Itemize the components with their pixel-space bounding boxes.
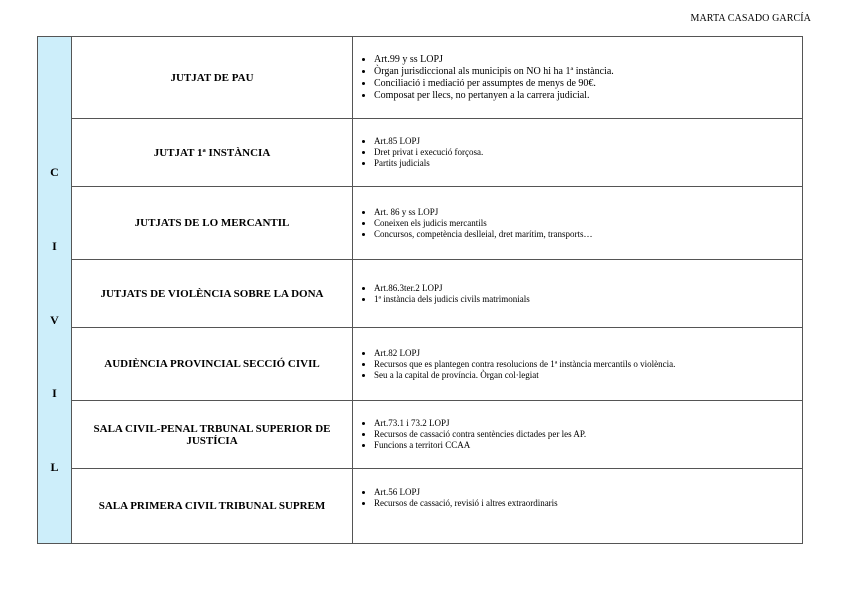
list-item: • Art.86.3ter.2 LOPJ <box>374 283 802 294</box>
court-info <box>353 469 803 544</box>
table-row <box>38 401 803 469</box>
list-item: • Conciliació i mediació per assumptes de menys de 90€. <box>374 78 802 90</box>
civil-side-label <box>38 37 72 544</box>
side-letter: L <box>50 460 59 474</box>
list-item: • Recursos de cassació contra sentències dictades per les AP. <box>374 429 802 440</box>
court-info <box>353 260 803 328</box>
list-item: • Art.85 LOPJ <box>374 136 802 147</box>
list-item: • Òrgan jurisdiccional als municipis on NO hi ha 1ª instància. <box>374 66 802 78</box>
list-item: • Recursos de cassació, revisió i altres extraordinaris <box>374 498 802 509</box>
list-item: • Concursos, competència deslleial, dret marítim, transports… <box>374 229 802 240</box>
list-item: • Art.82 LOPJ <box>374 348 802 359</box>
side-letter: C <box>50 165 59 179</box>
courts-table <box>37 36 803 544</box>
list-item: • Funcions a territori CCAA <box>374 440 802 451</box>
court-info <box>353 37 803 119</box>
table-row <box>38 469 803 544</box>
list-item: • Composat per llecs, no pertanyen a la carrera judicial. <box>374 90 802 102</box>
list-item: • Art. 86 y ss LOPJ <box>374 207 802 218</box>
list-item: • Recursos que es plantegen contra resolucions de 1ª instància mercantils o violència. <box>374 359 802 370</box>
court-name: JUTJATS DE LO MERCANTIL <box>72 187 353 260</box>
side-letter: I <box>52 238 57 253</box>
list-item: • Art.73.1 i 73.2 LOPJ <box>374 418 802 429</box>
court-info <box>353 328 803 401</box>
side-letter: V <box>50 312 59 327</box>
side-letter: I <box>52 386 57 401</box>
court-name: JUTJATS DE VIOLÈNCIA SOBRE LA DONA <box>72 260 353 328</box>
court-name: JUTJAT 1ª INSTÀNCIA <box>72 119 353 187</box>
list-item: • 1ª instància dels judicis civils matrimonials <box>374 294 802 305</box>
court-name: SALA PRIMERA CIVIL TRIBUNAL SUPREM <box>72 469 353 544</box>
court-info <box>353 119 803 187</box>
table-row <box>38 260 803 328</box>
court-info <box>353 401 803 469</box>
court-name: AUDIÈNCIA PROVINCIAL SECCIÓ CIVIL <box>72 328 353 401</box>
table-row <box>38 119 803 187</box>
list-item: • Seu a la capital de província. Òrgan col·legiat <box>374 370 802 381</box>
court-info <box>353 187 803 260</box>
list-item: • Art.56 LOPJ <box>374 487 802 498</box>
list-item: • Dret privat i execució forçosa. <box>374 147 802 158</box>
table-row <box>38 37 803 119</box>
author-name: MARTA CASADO GARCÍA <box>690 13 811 24</box>
table-row <box>38 187 803 260</box>
list-item: • Coneixen els judicis mercantils <box>374 218 802 229</box>
list-item: • Art.99 y ss LOPJ <box>374 54 802 66</box>
court-name: SALA CIVIL-PENAL TRBUNAL SUPERIOR DE JUSTÍCIA <box>72 401 353 469</box>
table-row <box>38 328 803 401</box>
list-item: • Partits judicials <box>374 158 802 169</box>
court-name: JUTJAT DE PAU <box>72 37 353 119</box>
